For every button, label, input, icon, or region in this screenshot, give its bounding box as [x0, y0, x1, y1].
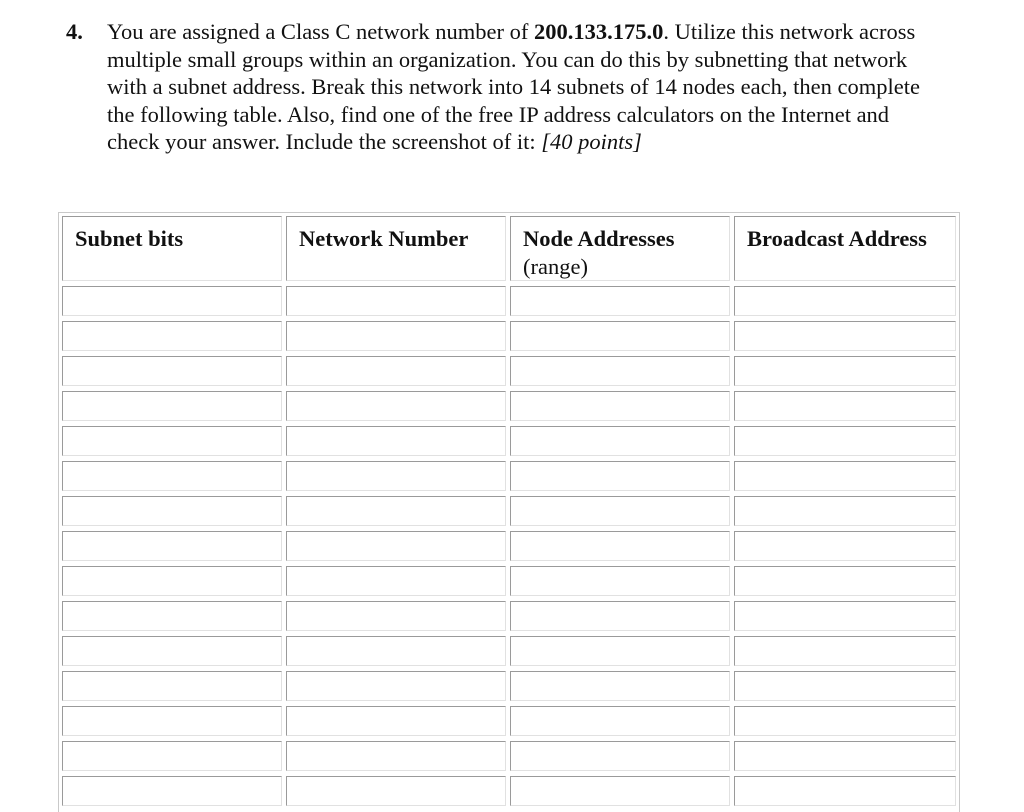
table-row	[62, 286, 956, 316]
table-row	[62, 496, 956, 526]
table-cell[interactable]	[62, 671, 282, 701]
table-row	[62, 671, 956, 701]
header-label: Broadcast Address	[747, 226, 927, 251]
header-subnet-bits	[62, 216, 282, 281]
table-cell[interactable]	[62, 531, 282, 561]
header-node-addresses	[510, 216, 730, 281]
table-row	[62, 636, 956, 666]
header-broadcast-address	[734, 216, 956, 281]
table-cell[interactable]	[286, 356, 506, 386]
table-cell[interactable]	[510, 426, 730, 456]
table-cell[interactable]	[734, 321, 956, 351]
table-cell[interactable]	[62, 776, 282, 806]
table-cell[interactable]	[286, 741, 506, 771]
table-row	[62, 461, 956, 491]
question-block	[66, 18, 926, 156]
table-cell[interactable]	[510, 601, 730, 631]
table-cell[interactable]	[510, 671, 730, 701]
table-cell[interactable]	[510, 496, 730, 526]
table-row	[62, 741, 956, 771]
question-points: [40 points]	[541, 129, 642, 155]
table-cell[interactable]	[734, 566, 956, 596]
table-row	[62, 531, 956, 561]
table-cell[interactable]	[62, 601, 282, 631]
table-cell[interactable]	[286, 321, 506, 351]
table-cell[interactable]	[510, 706, 730, 736]
table-cell[interactable]	[734, 496, 956, 526]
table-cell[interactable]	[62, 286, 282, 316]
header-label: Node Addresses	[523, 226, 675, 251]
table-cell[interactable]	[286, 776, 506, 806]
table-cell[interactable]	[62, 321, 282, 351]
table-row	[62, 391, 956, 421]
table-cell[interactable]	[734, 286, 956, 316]
table-cell[interactable]	[734, 391, 956, 421]
table-cell[interactable]	[286, 391, 506, 421]
table-cell[interactable]	[734, 636, 956, 666]
question-number: 4.	[66, 19, 83, 44]
table-cell[interactable]	[62, 496, 282, 526]
table-row	[62, 776, 956, 806]
table-row	[62, 601, 956, 631]
table-cell[interactable]	[286, 496, 506, 526]
table-cell[interactable]	[510, 776, 730, 806]
table-cell[interactable]	[62, 461, 282, 491]
header-label: Subnet bits	[75, 226, 184, 251]
table-cell[interactable]	[510, 531, 730, 561]
table-cell[interactable]	[286, 461, 506, 491]
table-cell[interactable]	[510, 321, 730, 351]
table-cell[interactable]	[734, 706, 956, 736]
table-cell[interactable]	[510, 566, 730, 596]
table-cell[interactable]	[286, 426, 506, 456]
table-cell[interactable]	[286, 636, 506, 666]
table-cell[interactable]	[62, 426, 282, 456]
table-cell[interactable]	[62, 741, 282, 771]
table-cell[interactable]	[510, 741, 730, 771]
table-cell[interactable]	[286, 706, 506, 736]
subnet-table-frame	[58, 212, 960, 812]
table-cell[interactable]	[510, 286, 730, 316]
table-cell[interactable]	[510, 636, 730, 666]
table-cell[interactable]	[734, 531, 956, 561]
table-cell[interactable]	[62, 566, 282, 596]
table-cell[interactable]	[734, 776, 956, 806]
table-cell[interactable]	[62, 391, 282, 421]
table-cell[interactable]	[510, 391, 730, 421]
question-text	[107, 18, 926, 156]
table-row	[62, 321, 956, 351]
header-sublabel: (range)	[523, 253, 588, 279]
question-instructions: . Utilize this network across multiple small groups within an organization. You can do this by subnetting that network with a subnet address. Break this network into 14 subnets of 14 nodes each, then complete the following table. Also, find one of the free IP address calculators on the Internet and check your answer. Include the screenshot of it:	[107, 19, 920, 155]
table-cell[interactable]	[734, 601, 956, 631]
table-cell[interactable]	[286, 601, 506, 631]
subnet-table	[58, 211, 960, 811]
table-cell[interactable]	[62, 356, 282, 386]
question-intro: You are assigned a Class C network number of	[107, 19, 535, 44]
table-cell[interactable]	[510, 461, 730, 491]
table-row	[62, 356, 956, 386]
table-body	[62, 286, 956, 806]
table-cell[interactable]	[734, 461, 956, 491]
table-cell[interactable]	[510, 356, 730, 386]
table-cell[interactable]	[734, 356, 956, 386]
table-cell[interactable]	[286, 671, 506, 701]
table-cell[interactable]	[286, 286, 506, 316]
header-network-number	[286, 216, 506, 281]
table-cell[interactable]	[286, 566, 506, 596]
table-cell[interactable]	[734, 671, 956, 701]
table-cell[interactable]	[734, 741, 956, 771]
table-cell[interactable]	[286, 531, 506, 561]
table-cell[interactable]	[734, 426, 956, 456]
header-label: Network Number	[299, 226, 469, 251]
table-row	[62, 706, 956, 736]
table-cell[interactable]	[62, 706, 282, 736]
table-row	[62, 566, 956, 596]
table-header-row	[62, 216, 956, 281]
table-row	[62, 426, 956, 456]
network-address: 200.133.175.0	[534, 19, 664, 44]
table-cell[interactable]	[62, 636, 282, 666]
